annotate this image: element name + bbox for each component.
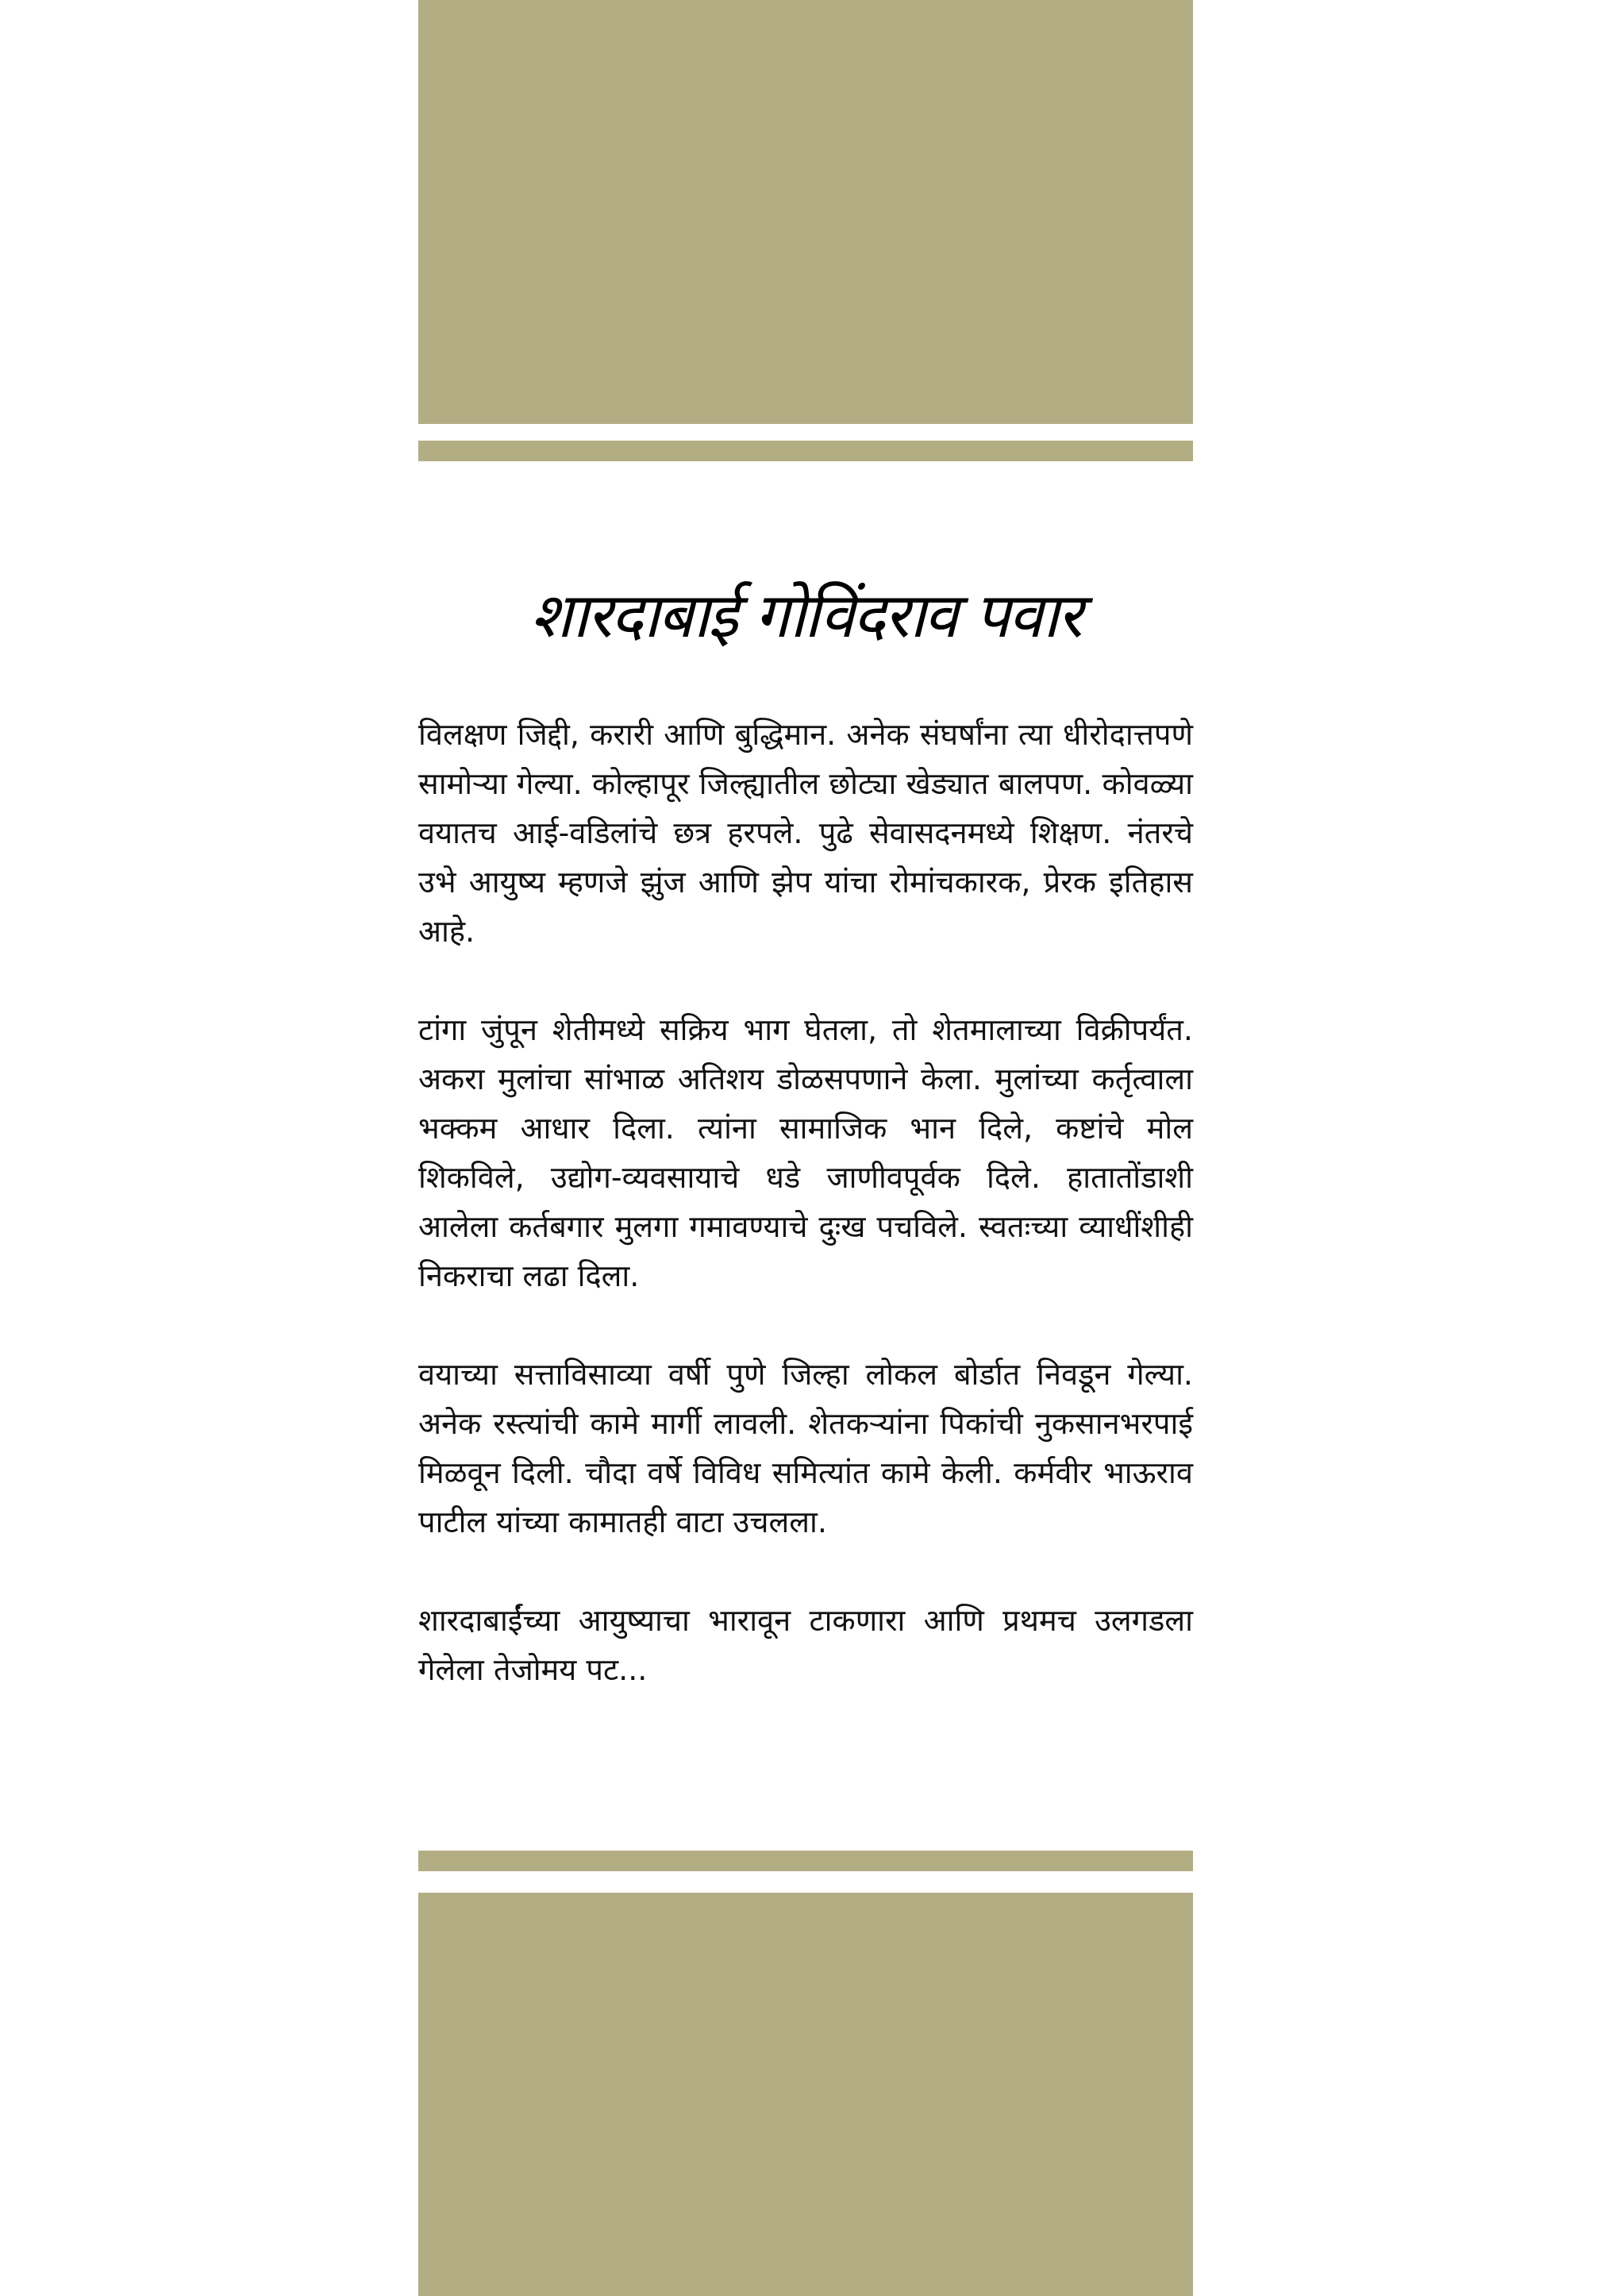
top-color-block bbox=[418, 0, 1193, 424]
top-divider-stripe bbox=[418, 441, 1193, 461]
book-title: शारदाबाई गोविंदराव पवार bbox=[530, 580, 1081, 652]
blurb-paragraph-4: शारदाबाईंच्या आयुष्याचा भारावून टाकणारा आणि प्रथमच उलगडला गेलेला तेजोमय पट... bbox=[418, 1603, 1193, 1687]
blurb-text bbox=[418, 710, 1193, 1743]
bottom-divider-stripe bbox=[418, 1851, 1193, 1871]
blurb-paragraph-2: टांगा जुंपून शेतीमध्ये सक्रिय भाग घेतला, तो शेतमालाच्या विक्रीपर्यंत. अकरा मुलांचा सांभाळ अतिशय डोळसपणाने केला. मुलांच्या कर्तृत्वाला भक्कम आधार दिला. त्यांना सामाजिक भान दिले, कष्टांचे मोल शिकविले, उद्योग-व्यवसायाचे धडे जाणीवपूर्वक दिले. हातातोंडाशी आलेला कर्तबगार मुलगा गमावण्याचे दुःख पचविले. स्वतःच्या व्याधींशीही निकराचा लढा दिला. bbox=[418, 1012, 1193, 1293]
blurb-paragraph-3: वयाच्या सत्ताविसाव्या वर्षी पुणे जिल्हा लोकल बोर्डात निवडून गेल्या. अनेक रस्त्यांची कामे मार्गी लावली. शेतकऱ्यांना पिकांची नुकसानभरपाई मिळवून दिली. चौदा वर्षे विविध समित्यांत कामे केली. कर्मवीर भाऊराव पाटील यांच्या कामातही वाटा उचलला. bbox=[418, 1357, 1193, 1539]
blurb-paragraph-1: विलक्षण जिद्दी, करारी आणि बुद्धिमान. अनेक संघर्षांना त्या धीरोदात्तपणे सामोऱ्या गेल्या. कोल्हापूर जिल्ह्यातील छोट्या खेड्यात बालपण. कोवळ्या वयातच आई-वडिलांचे छत्र हरपले. पुढे सेवासदनमध्ये शिक्षण. नंतरचे उभे आयुष्य म्हणजे झुंज आणि झेप यांचा रोमांचकारक, प्रेरक इतिहास आहे. bbox=[418, 717, 1193, 949]
bottom-color-block bbox=[418, 1893, 1193, 2296]
